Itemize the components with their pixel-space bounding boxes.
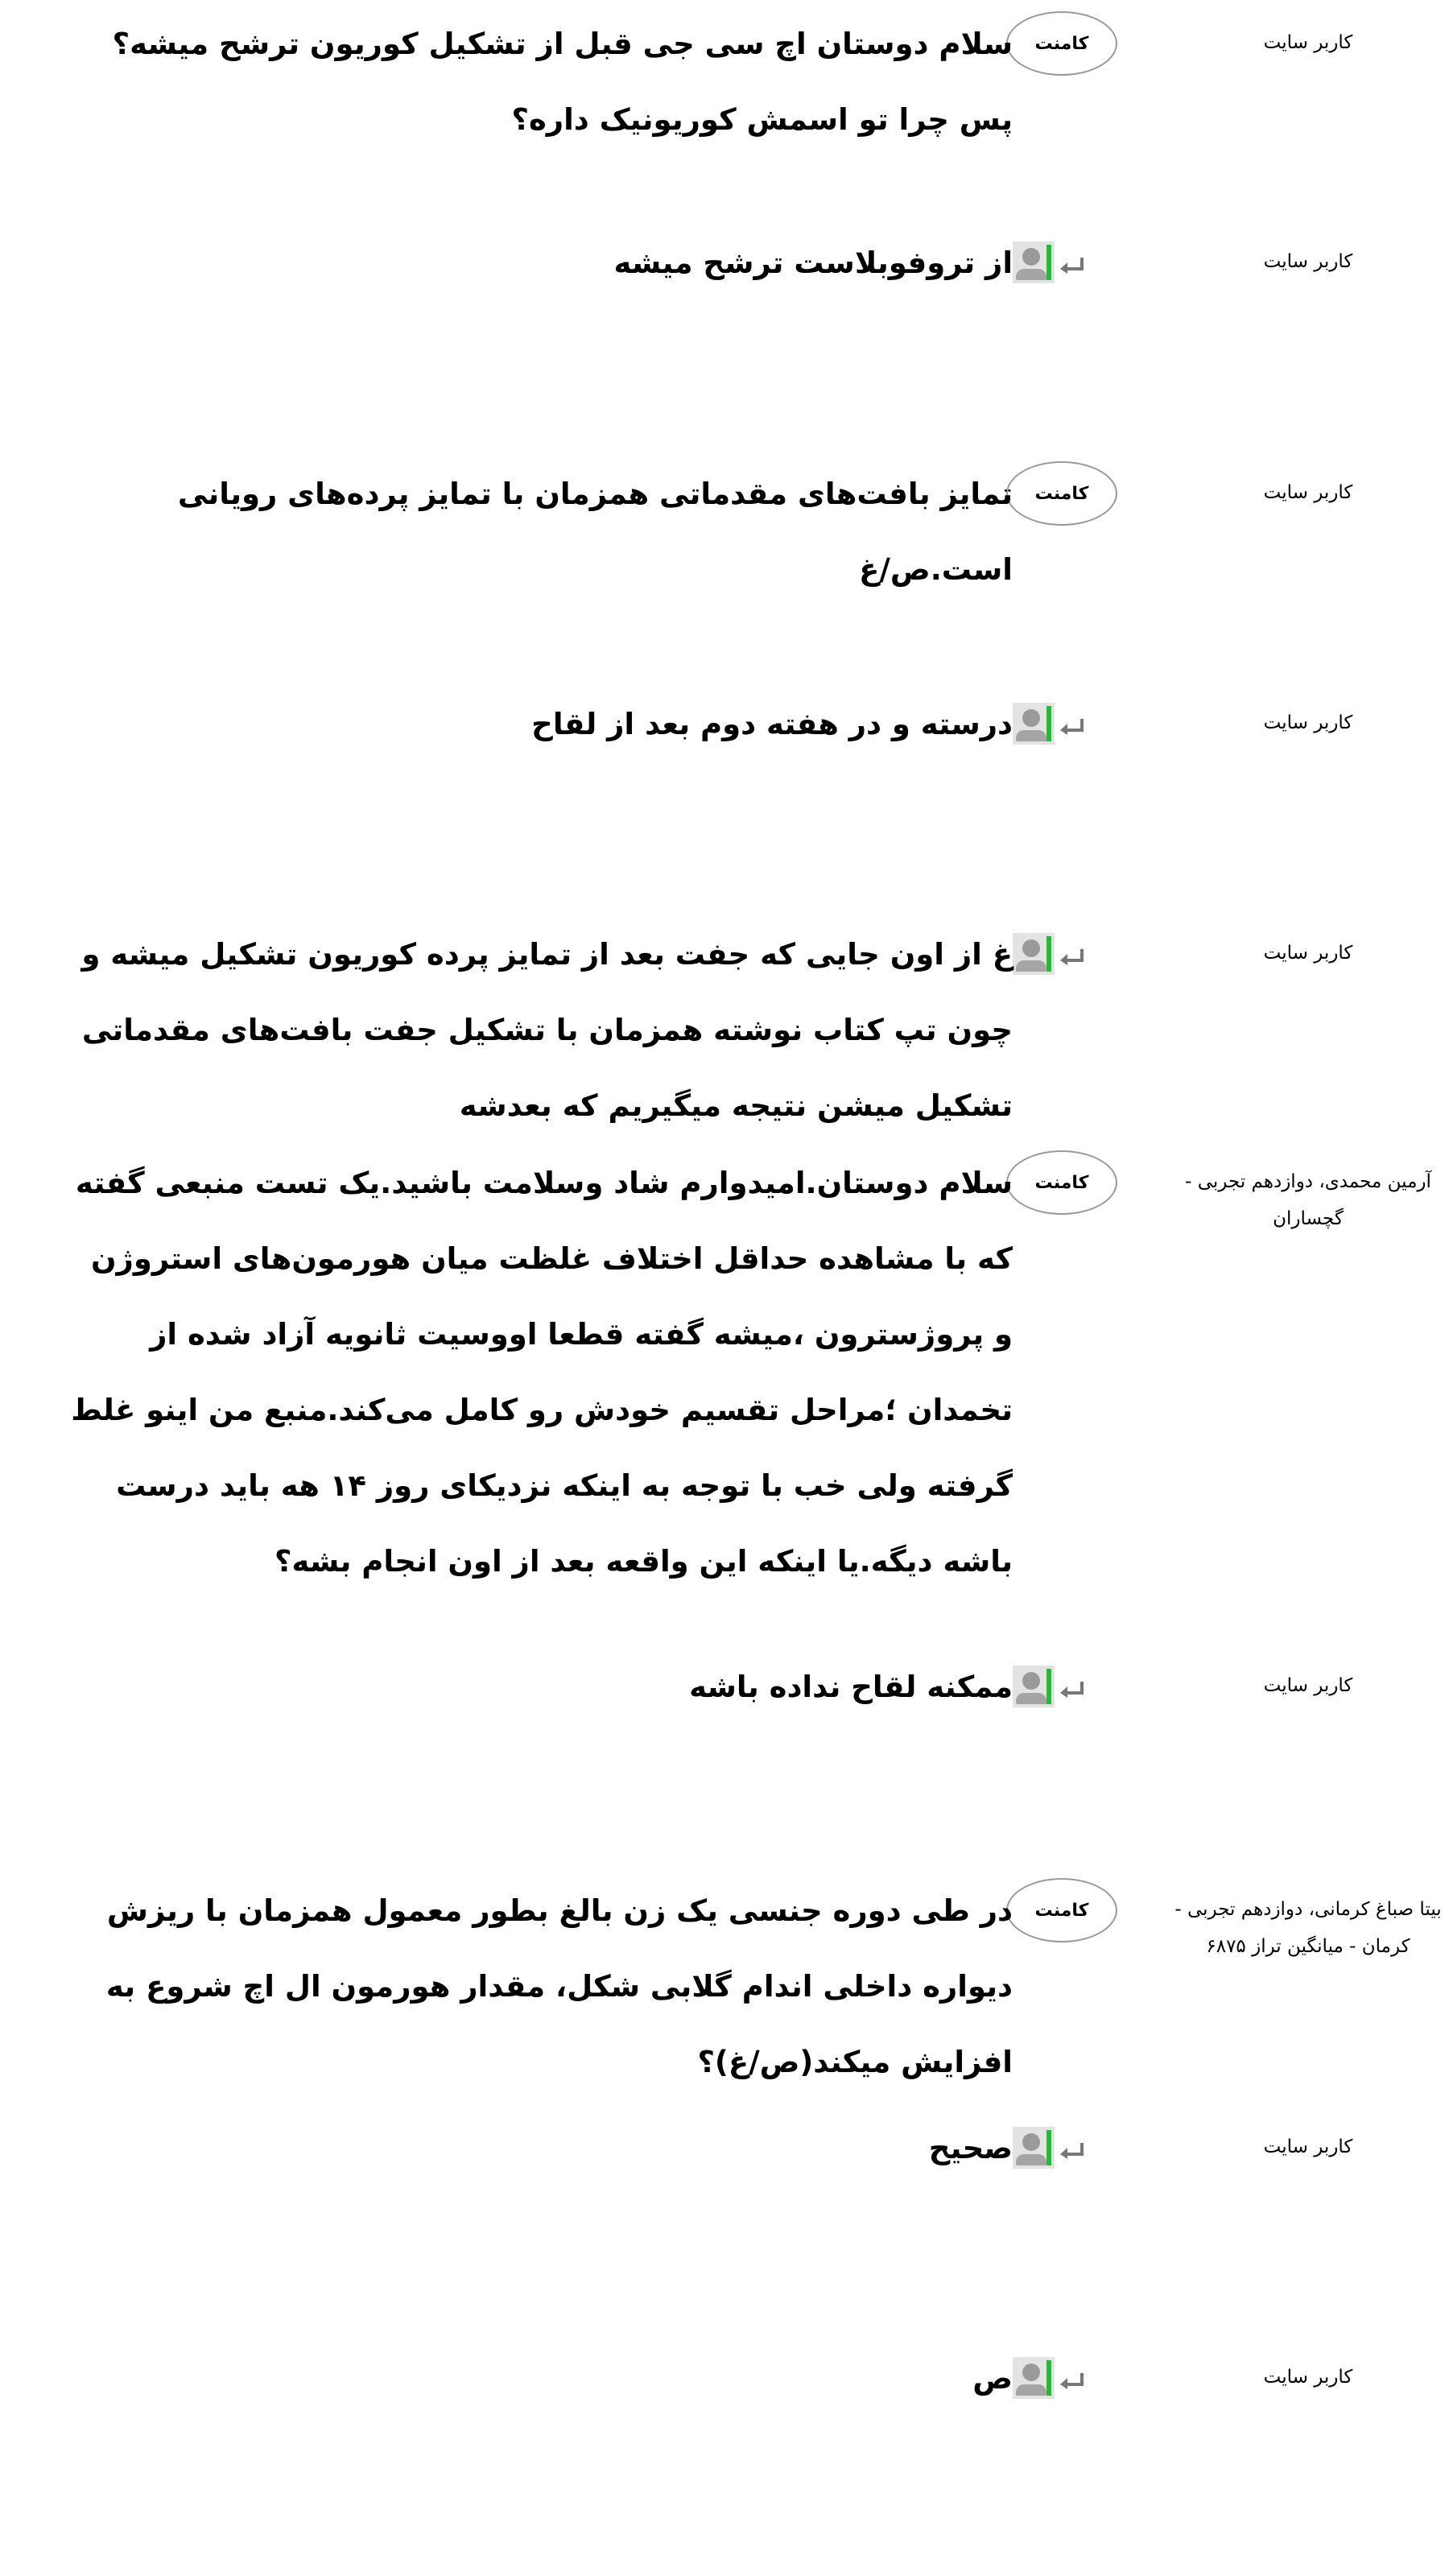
comment-badge[interactable]: کامنت <box>1006 11 1117 76</box>
comment-text: درسته و در هفته دوم بعد از لقاح <box>531 707 1013 741</box>
comment-text: صحیح <box>928 2131 1013 2165</box>
avatar-icon <box>1013 2357 1055 2399</box>
comment-text: سلام دوستان.امیدوارم شاد وسلامت باشید.یک تست منبعی گفته که با مشاهده حداقل اختلاف غلظت میان هورمون‌های استروژن و پروژسترون ،میشه گفته قطعا اووسیت ثانویه آزاد شده از تخمدان ؛مراحل تقسیم خودش رو کامل می‌کند.منبع من اینو غلط گرفته ولی خب با توجه به اینکه نزدیکای روز ۱۴ هه باید درست باشه دیگه.یا اینکه این واقعه بعد از اون انجام بشه؟ <box>71 1166 1013 1579</box>
author-name: کاربر سایت <box>1263 712 1353 733</box>
author-name: کاربر سایت <box>1263 943 1353 964</box>
reply-arrow-icon <box>1058 716 1085 737</box>
author-name: کاربر سایت <box>1263 1675 1353 1696</box>
reply-arrow-icon <box>1058 254 1085 275</box>
comment-text: تمایز بافت‌های مقدماتی همزمان با تمایز پرده‌های رویانی است.ص/غ <box>177 477 1013 587</box>
author-name: کاربر سایت <box>1263 32 1353 53</box>
comment-text: غ از اون جایی که جفت بعد از تمایز پرده کوریون تشکیل میشه و چون تپ کتاب نوشته همزمان با تشکیل جفت بافت‌های مقدماتی تشکیل میشن نتیجه میگیریم که بعدشه <box>81 937 1013 1123</box>
avatar-icon <box>1013 2127 1055 2169</box>
avatar-icon <box>1013 1666 1055 1707</box>
author-name: آرمین محمدی، دوازدهم تجربی - گچساران <box>1185 1171 1431 1229</box>
comment-text: از تروفوبلاست ترشح میشه <box>613 246 1013 280</box>
author-name: بیتا صباغ کرمانی، دوازدهم تجربی - کرمان - میانگین تراز ۶۸۷۵ <box>1174 1899 1442 1957</box>
comment-badge[interactable]: کامنت <box>1006 1878 1117 1942</box>
reply-arrow-icon <box>1058 2370 1085 2391</box>
comment-text: ممکنه لقاح نداده باشه <box>689 1670 1013 1704</box>
author-name: کاربر سایت <box>1263 251 1353 272</box>
avatar-icon <box>1013 242 1055 283</box>
comment-text: در طی دوره جنسی یک زن بالغ بطور معمول همزمان با ریزش دیواره داخلی اندام گلابی شکل، مقدار هورمون ال اچ شروع به افزایش میکند(ص/غ)؟ <box>105 1893 1013 2079</box>
avatar-icon <box>1013 933 1055 975</box>
author-name: کاربر سایت <box>1263 2367 1353 2388</box>
comment-badge[interactable]: کامنت <box>1006 1150 1117 1215</box>
author-name: کاربر سایت <box>1263 482 1353 503</box>
reply-arrow-icon <box>1058 946 1085 967</box>
author-name: کاربر سایت <box>1263 2136 1353 2157</box>
comment-text: ص <box>972 2361 1013 2396</box>
reply-arrow-icon <box>1058 2140 1085 2161</box>
avatar-icon <box>1013 703 1055 745</box>
comment-text: سلام دوستان اچ سی جی قبل از تشکیل کوریون ترشح میشه؟ پس چرا تو اسمش کوریونیک داره؟ <box>112 27 1013 137</box>
reply-arrow-icon <box>1058 1678 1085 1699</box>
comment-badge[interactable]: کامنت <box>1006 461 1117 526</box>
